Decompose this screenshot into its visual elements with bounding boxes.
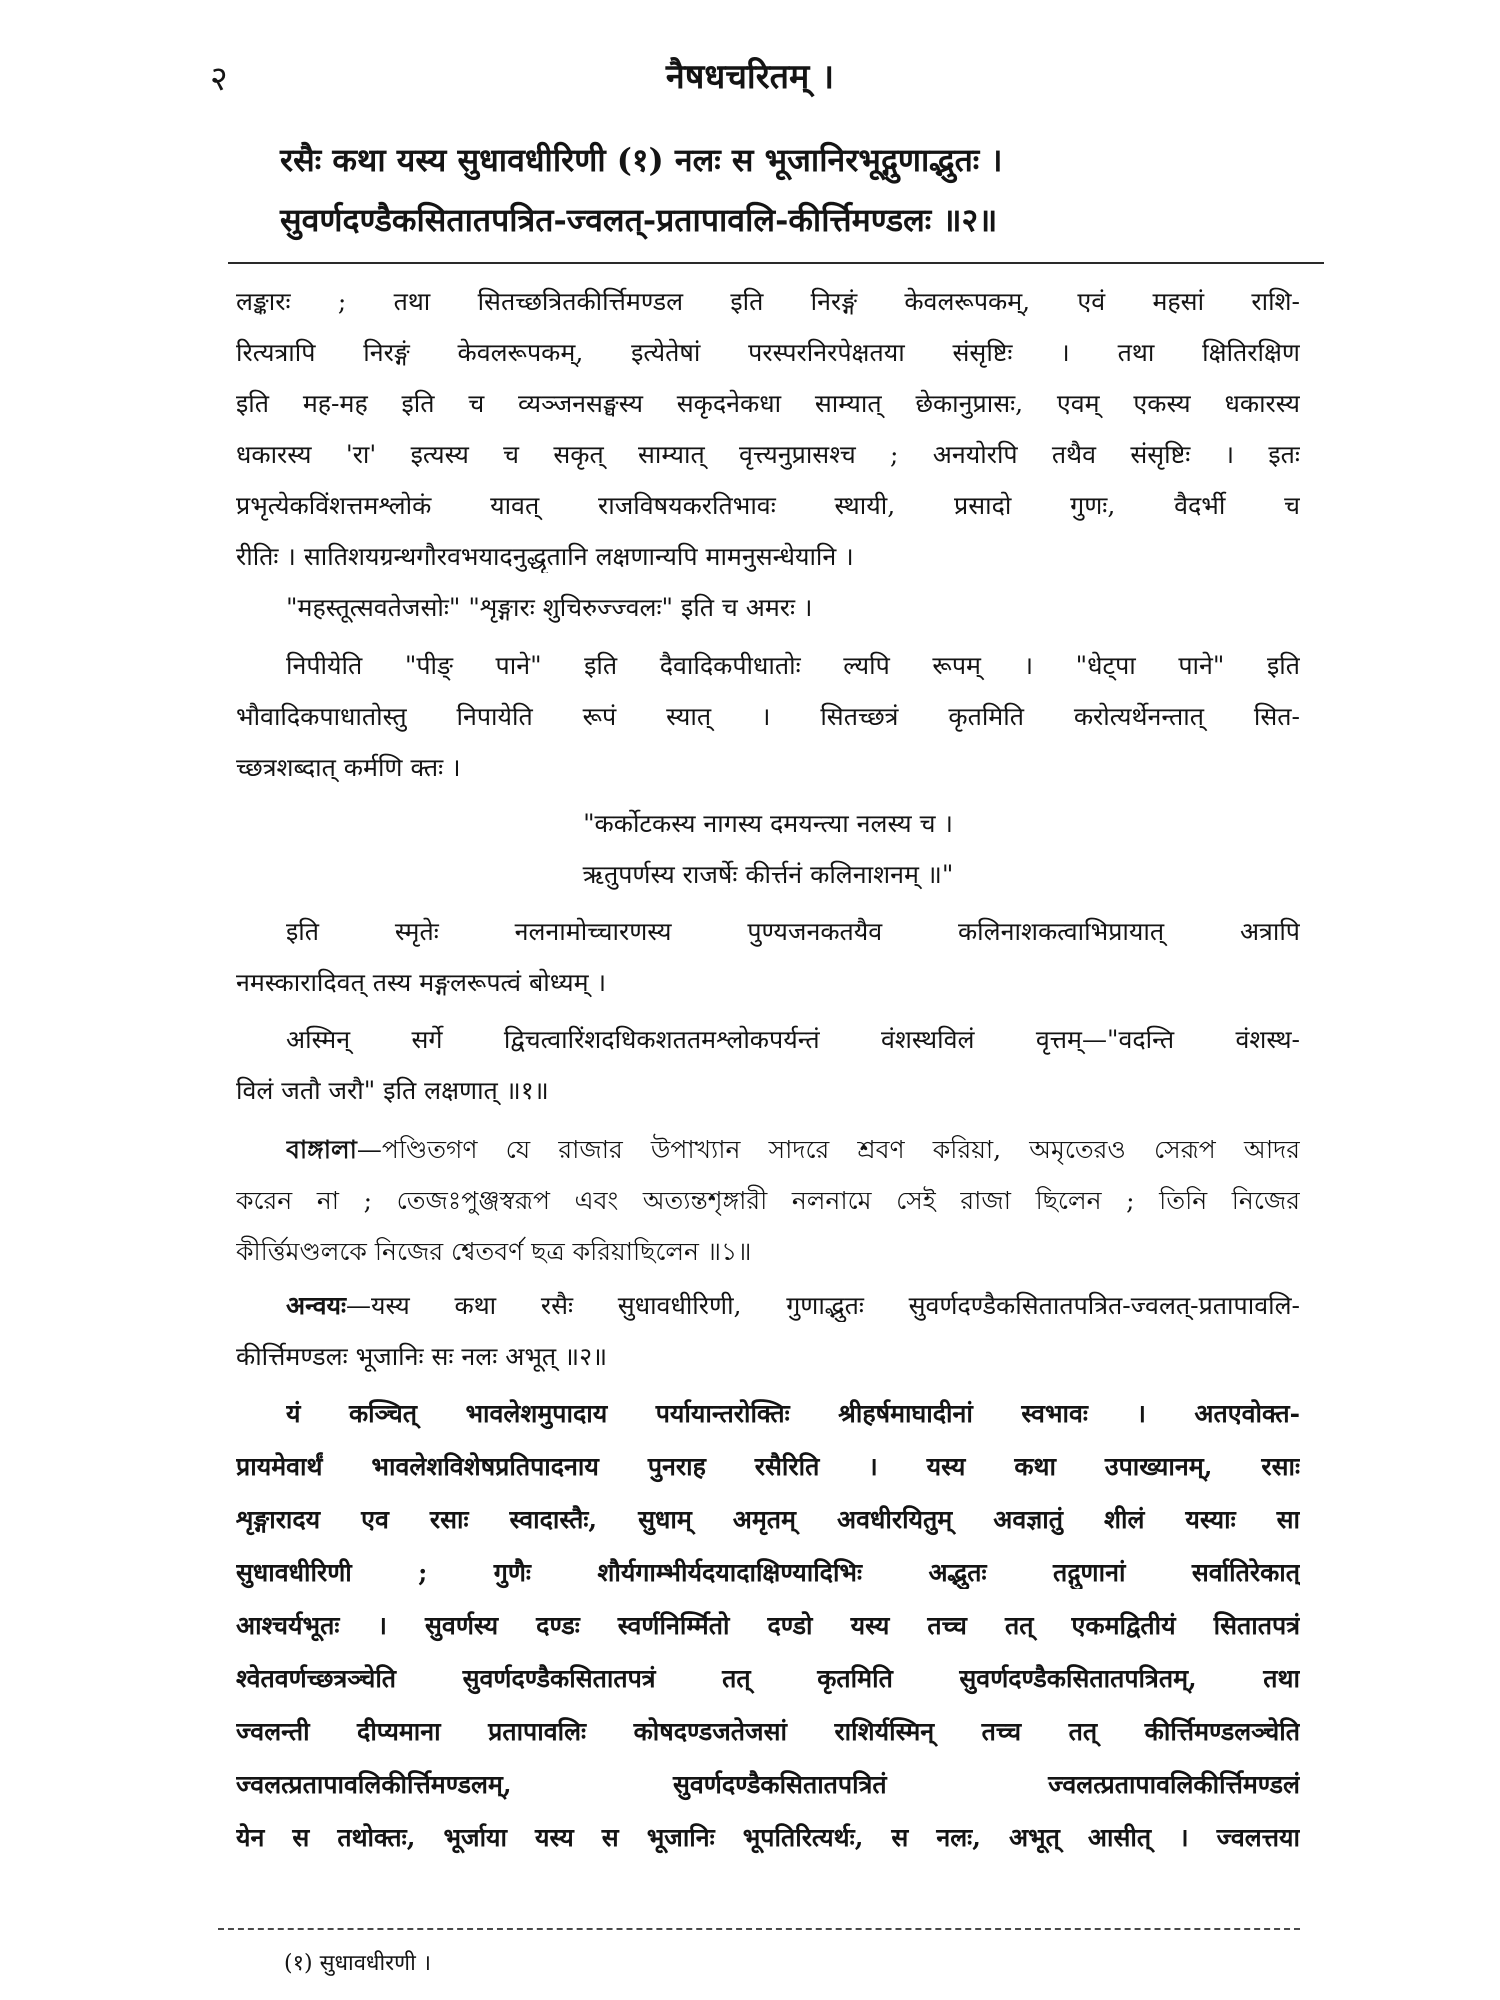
page-number: २ — [210, 59, 228, 99]
bangla-label: বাঙ্গালা — [286, 1135, 357, 1164]
bangla-line: কীর্ত্তিমণ্ডলকে নিজের শ্বেতবর্ণ ছত্র করিয়াছিলেন ॥১॥ — [236, 1237, 752, 1266]
commentary-line: सुधावधीरिणी ; गुणैः शौर्यगाम्भीर्यदयादाक्षिण्यादिभिः अद्भुतः तद्गुणानां सर्वातिरेकात् — [236, 1558, 1300, 1587]
commentary-line: "महस्तूत्सवतेजसोः" "शृङ्गारः शुचिरुज्ज्वलः" इति च अमरः । — [286, 593, 813, 622]
commentary-line: धकारस्य 'रा' इत्यस्य च सकृत् साम्यात् वृत्त्यनुप्रासश्च ; अनयोरपि तथैव संसृष्टिः । इतः — [236, 440, 1300, 469]
commentary-line: अस्मिन् सर्गे द्विचत्वारिंशदधिकशततमश्लोकपर्यन्तं वंशस्थविलं वृत्तम्—"वदन्ति वंशस्थ- — [286, 1025, 1300, 1054]
verse-divider — [228, 262, 1324, 264]
verse-line-1: रसैः कथा यस्य सुधावधीरिणी (१) नलः स भूजानिरभूद्गुणाद्भुतः । — [280, 141, 1003, 179]
commentary-line: भौवादिकपाधातोस्तु निपायेति रूपं स्यात् । सितच्छत्रं कृतमिति करोत्यर्थेनन्तात् सित- — [236, 702, 1300, 731]
quote-line-2: ऋतुपर्णस्य राजर्षेः कीर्त्तनं कलिनाशनम् ॥" — [582, 860, 954, 889]
bangla-line — [286, 1130, 1300, 1173]
commentary-line: यं कञ्चित् भावलेशमुपादाय पर्यायान्तरोक्तिः श्रीहर्षमाघादीनां स्वभावः । अतएवोक्त- — [286, 1399, 1300, 1428]
anvaya-text: —यस्य कथा रसैः सुधावधीरिणी, गुणाद्भुतः सुवर्णदण्डैकसितातपत्रित-ज्वलत्-प्रतापावलि- — [346, 1291, 1300, 1320]
commentary-line: प्रायमेवार्थं भावलेशविशेषप्रतिपादनाय पुनराह रसैरिति । यस्य कथा उपाख्यानम्, रसाः — [236, 1452, 1300, 1481]
commentary-line: विलं जतौ जरौ" इति लक्षणात् ॥१॥ — [236, 1076, 549, 1105]
running-title: नैषधचरितम् । — [665, 57, 835, 97]
commentary-line: इति स्मृतेः नलनामोच्चारणस्य पुण्यजनकतयैव कलिनाशकत्वाभिप्रायात् अत्रापि — [286, 917, 1300, 946]
anvaya-line — [286, 1288, 1300, 1322]
commentary-line: रीतिः । सातिशयग्रन्थगौरवभयादनुद्धृतानि लक्षणान्यपि मामनुसन्धेयानि । — [236, 542, 854, 571]
bangla-line: করেন না ; তেজঃপুঞ্জস্বরূপ এবং অত্যন্তশৃঙ্গারী নলনামে সেই রাজা ছিলেন ; তিনি নিজের — [236, 1186, 1300, 1215]
commentary-line: येन स तथोक्तः, भूर्जाया यस्य स भूजानिः भूपतिरित्यर्थः, स नलः, अभूत् आसीत् । ज्वलत्तया — [236, 1823, 1300, 1852]
anvaya-label: अन्वयः — [286, 1291, 347, 1320]
commentary-line: ज्वलन्ती दीप्यमाना प्रतापावलिः कोषदण्डजतेजसां राशिर्यस्मिन् तच्च तत् कीर्त्तिमण्डलञ्चेति — [236, 1717, 1300, 1746]
commentary-line: श्वेतवर्णच्छत्रञ्चेति सुवर्णदण्डैकसितातपत्रं तत् कृतमिति सुवर्णदण्डैकसितातपत्रितम्, तथा — [236, 1664, 1300, 1693]
commentary-line: निपीयेति "पीङ् पाने" इति दैवादिकपीधातोः ल्यपि रूपम् । "धेट्पा पाने" इति — [286, 651, 1300, 680]
commentary-line: नमस्कारादिवत् तस्य मङ्गलरूपत्वं बोध्यम् । — [236, 968, 607, 997]
footnote: (१) सुधावधीरणी । — [284, 1951, 432, 1976]
bangla-text: —পণ্ডিতগণ যে রাজার উপাখ্যান সাদরে শ্রবণ করিয়া, অমৃতেরও সেরূপ আদর — [356, 1135, 1300, 1164]
commentary-line: इति मह-मह इति च व्यञ्जनसङ्घस्य सकृदनेकधा साम्यात् छेकानुप्रासः, एवम् एकस्य धकारस्य — [236, 389, 1300, 418]
commentary-line: प्रभृत्येकविंशत्तमश्लोकं यावत् राजविषयकरतिभावः स्थायी, प्रसादो गुणः, वैदर्भी च — [236, 491, 1300, 520]
commentary-line: च्छत्रशब्दात् कर्मणि क्तः । — [236, 753, 461, 782]
running-header — [0, 48, 1500, 104]
commentary-line: ज्वलत्प्रतापावलिकीर्त्तिमण्डलम्, सुवर्णदण्डैकसितातपत्रितं ज्वलत्प्रतापावलिकीर्त्तिमण्डलं — [236, 1770, 1300, 1799]
commentary-line: लङ्कारः ; तथा सितच्छत्रितकीर्त्तिमण्डल इति निरङ्गं केवलरूपकम्, एवं महसां राशि- — [236, 287, 1300, 316]
footnote-divider — [218, 1928, 1300, 1930]
quote-line-1: "कर्कोटकस्य नागस्य दमयन्त्या नलस्य च । — [583, 809, 953, 838]
commentary-line: शृङ्गारादय एव रसाः स्वादास्तैः, सुधाम् अमृतम् अवधीरयितुम् अवज्ञातुं शीलं यस्याः सा — [236, 1505, 1300, 1534]
commentary-line: आश्चर्यभूतः । सुवर्णस्य दण्डः स्वर्णनिर्म्मितो दण्डो यस्य तच्च तत् एकमद्वितीयं सितातपत्रं — [236, 1611, 1300, 1640]
anvaya-line: कीर्त्तिमण्डलः भूजानिः सः नलः अभूत् ॥२॥ — [236, 1342, 608, 1371]
commentary-line: रित्यत्रापि निरङ्गं केवलरूपकम्, इत्येतेषां परस्परनिरपेक्षतया संसृष्टिः । तथा क्षितिरक्षिण — [236, 338, 1300, 367]
verse-line-2: सुवर्णदण्डैकसितातपत्रित-ज्वलत्-प्रतापावलि-कीर्त्तिमण्डलः ॥२॥ — [280, 201, 998, 239]
